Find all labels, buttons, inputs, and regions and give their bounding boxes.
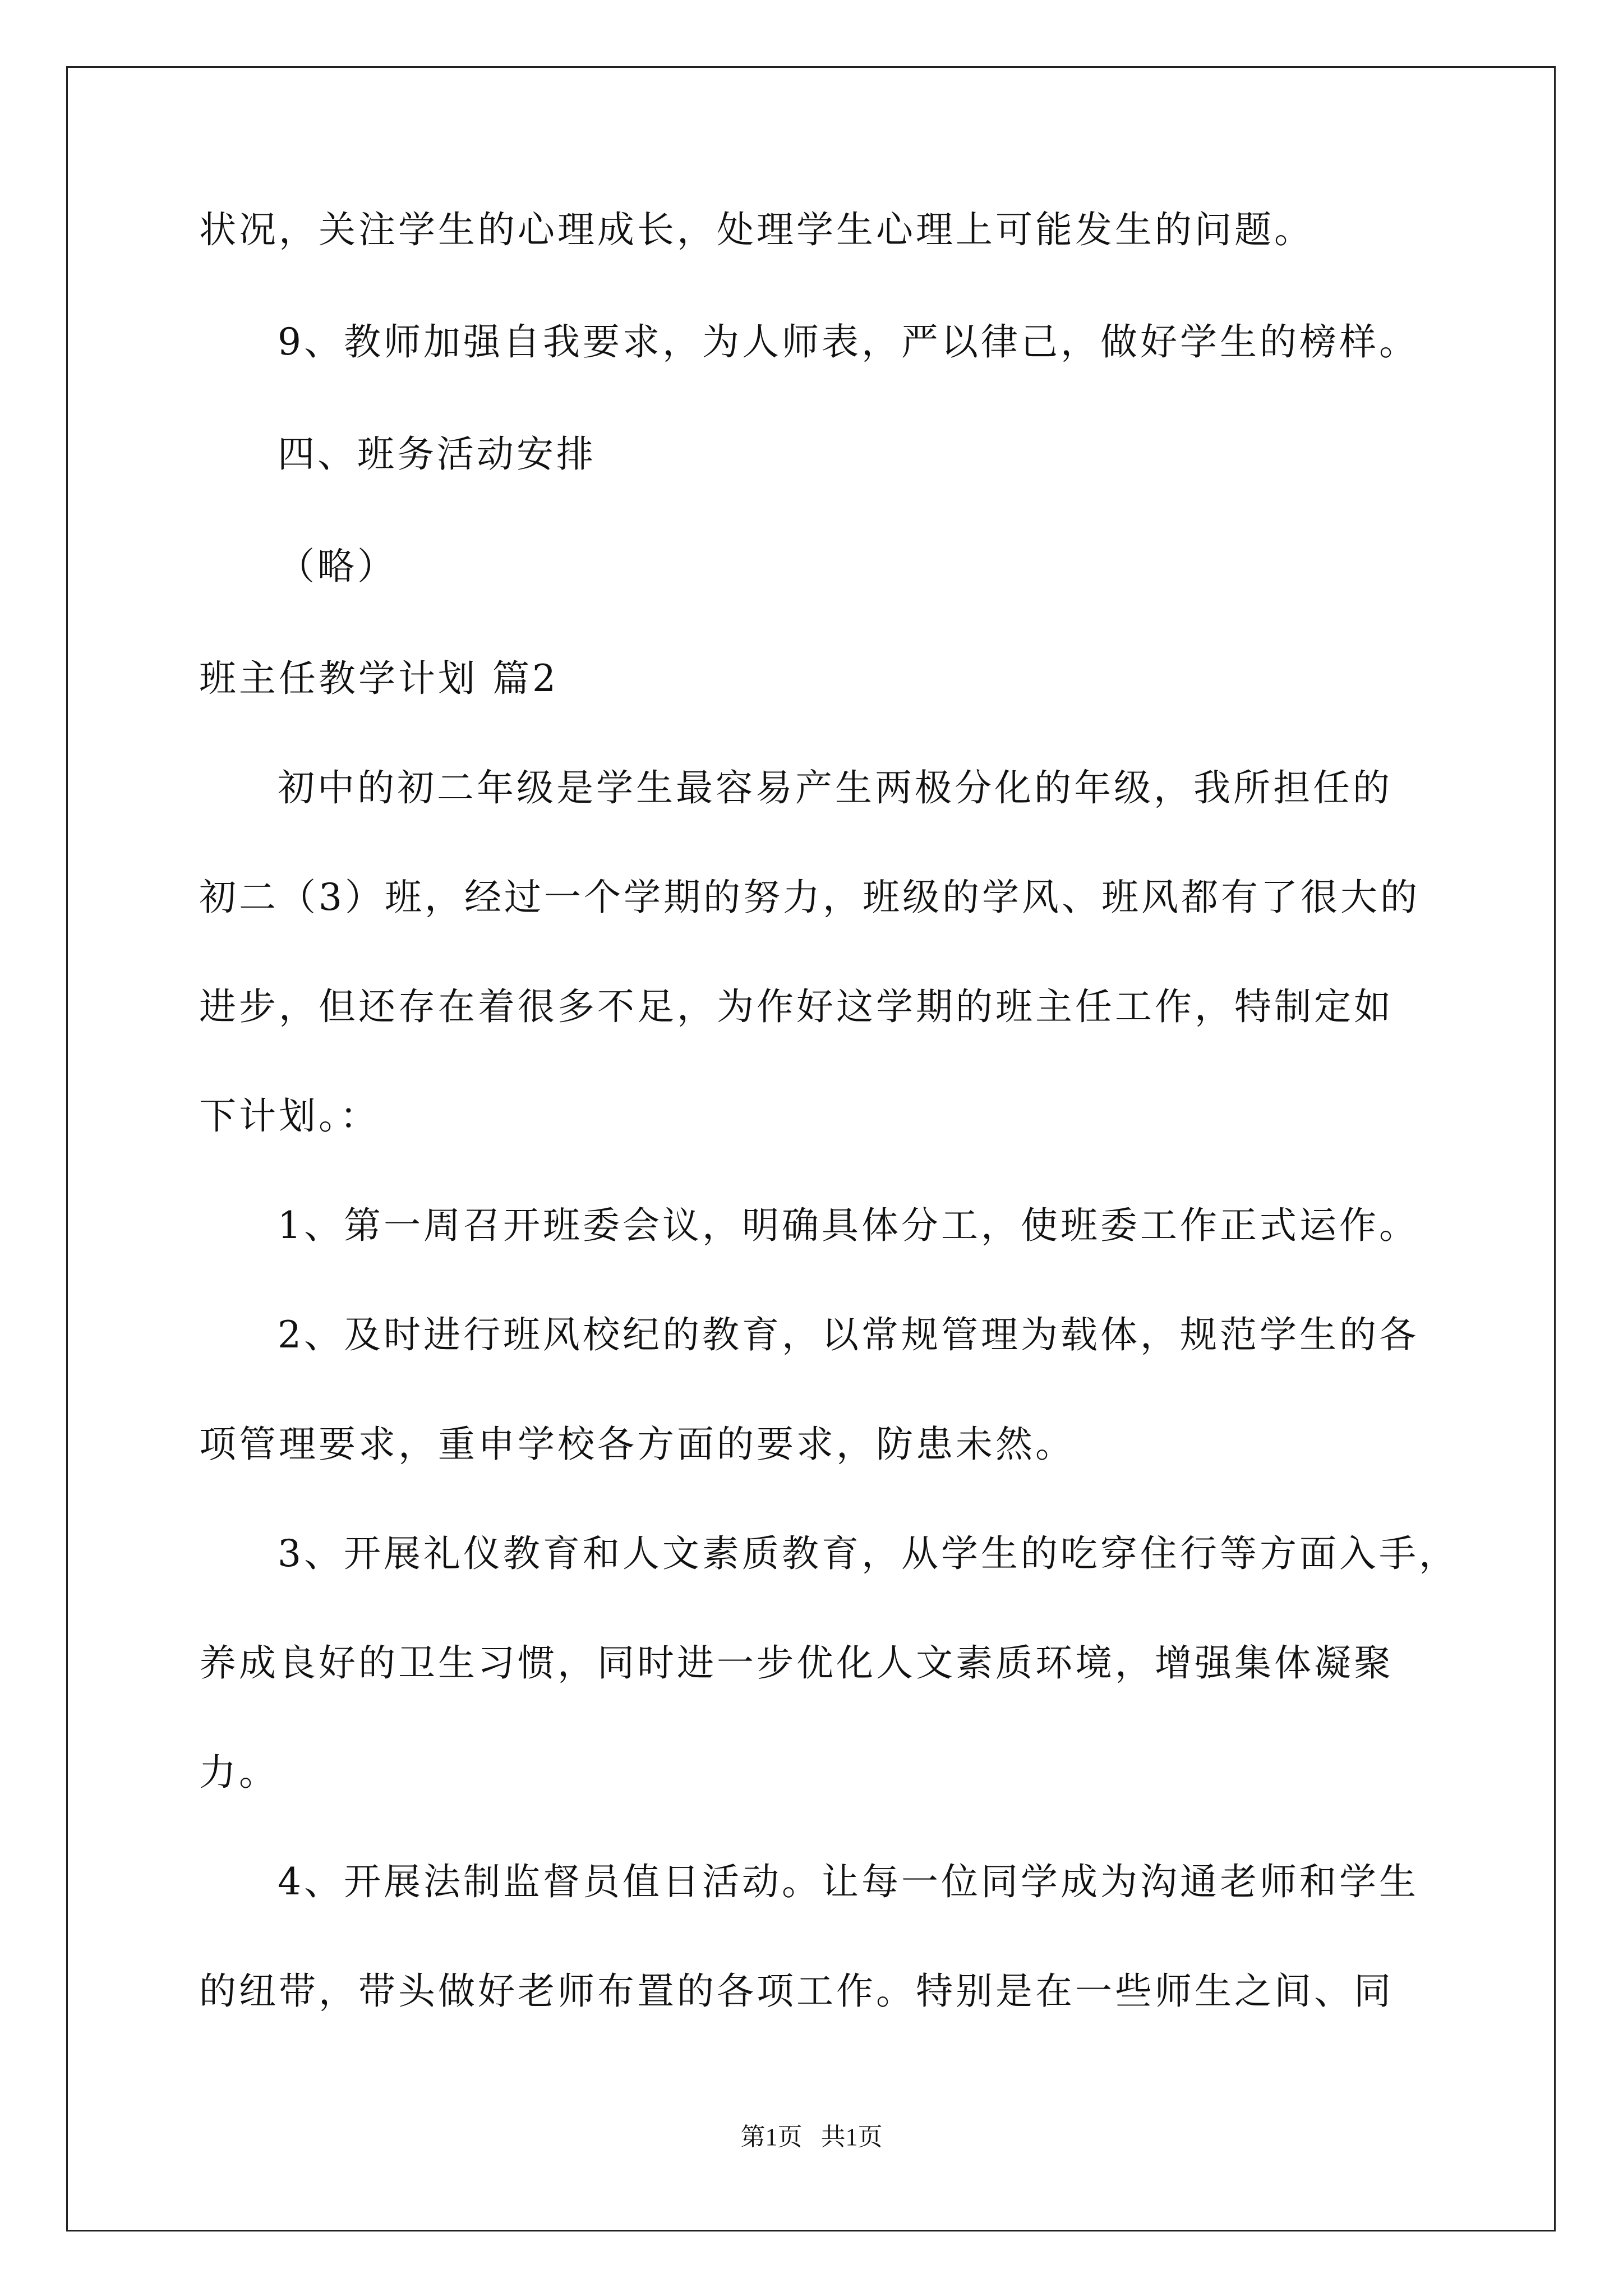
paragraph-line: 初二（3）班，经过一个学期的努力，班级的学风、班风都有了很大的 [199, 876, 1420, 919]
paragraph-line: 4、开展法制监督员值日活动。让每一位同学成为沟通老师和学生 [278, 1860, 1419, 1903]
paragraph-line: 2、及时进行班风校纪的教育，以常规管理为载体，规范学生的各 [278, 1313, 1419, 1356]
paragraph-line: 项管理要求，重申学校各方面的要求，防患未然。 [199, 1423, 1075, 1466]
paragraph-line: 养成良好的卫生习惯，同时进一步优化人文素质环境，增强集体凝聚 [199, 1641, 1394, 1685]
document-title: 班主任教学计划 篇2 [199, 657, 559, 700]
paragraph-line: 下计划。： [199, 1094, 380, 1138]
page-footer: 第1页 共1页 [740, 2123, 883, 2151]
page-border [66, 66, 1556, 2231]
paragraph-line: 初中的初二年级是学生最容易产生两极分化的年级，我所担任的 [278, 766, 1393, 809]
paragraph-line: 1、第一周召开班委会议，明确具体分工，使班委工作正式运作。 [278, 1204, 1419, 1247]
paragraph-line: 3、开展礼仪教育和人文素质教育，从学生的吃穿住行等方面入手， [278, 1532, 1459, 1575]
section-heading: 四、班务活动安排 [278, 432, 596, 476]
paragraph-line: 进步，但还存在着很多不足，为作好这学期的班主任工作，特制定如 [199, 985, 1394, 1028]
paragraph-line: 的纽带，带头做好老师布置的各项工作。特别是在一些师生之间、同 [199, 1970, 1394, 2013]
paragraph-line: 力。 [199, 1751, 279, 1794]
paragraph-line: 状况，关注学生的心理成长，处理学生心理上可能发生的问题。 [199, 208, 1314, 251]
paragraph-line: 9、教师加强自我要求，为人师表，严以律己，做好学生的榜样。 [278, 320, 1419, 364]
paragraph-line: （略） [278, 545, 397, 588]
